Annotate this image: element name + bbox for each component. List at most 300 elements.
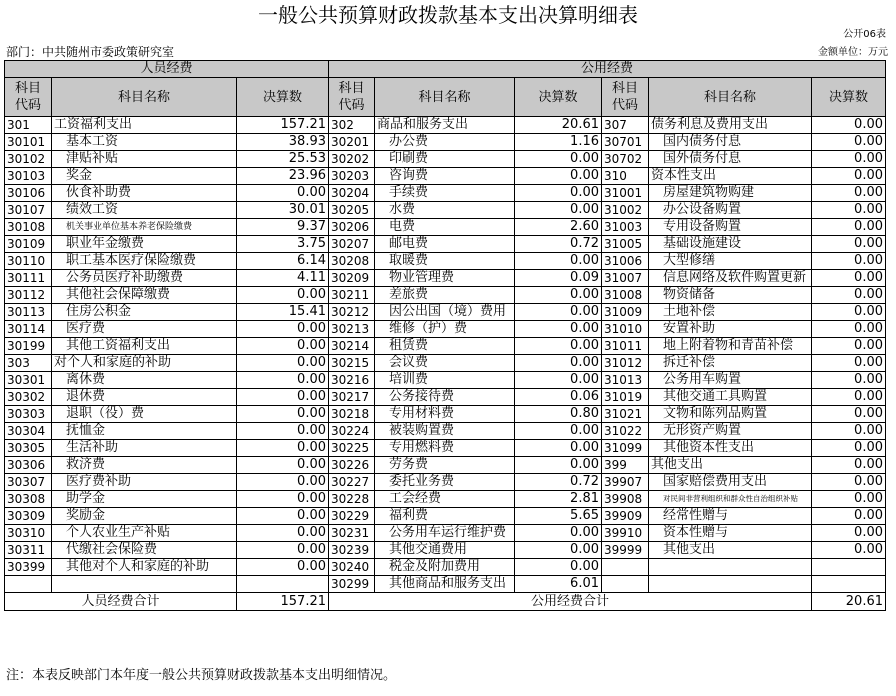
personnel-code xyxy=(5,576,52,593)
personnel-amount: 0.00 xyxy=(237,355,329,372)
personnel-code: 30311 xyxy=(5,542,52,559)
public-a-amount: 0.00 xyxy=(515,151,602,168)
public-b-amount: 0.00 xyxy=(812,270,886,287)
public-b-amount xyxy=(812,576,886,593)
public-b-amount xyxy=(812,559,886,576)
public-total-label: 公用经费合计 xyxy=(329,593,812,611)
public-b-code: 31001 xyxy=(602,185,649,202)
public-b-name: 资本性赠与 xyxy=(649,525,812,542)
public-a-code: 30218 xyxy=(329,406,375,423)
table-row xyxy=(5,253,886,270)
public-a-amount: 0.00 xyxy=(515,423,602,440)
personnel-name: 奖金 xyxy=(52,168,237,185)
table-row xyxy=(5,423,886,440)
expenditure-table xyxy=(4,60,886,611)
public-b-amount: 0.00 xyxy=(812,372,886,389)
personnel-amount: 0.00 xyxy=(237,338,329,355)
header-amount: 决算数 xyxy=(237,78,329,117)
public-b-name: 国外债务付息 xyxy=(649,151,812,168)
public-b-amount: 0.00 xyxy=(812,525,886,542)
public-b-amount: 0.00 xyxy=(812,457,886,474)
public-a-code: 30206 xyxy=(329,219,375,236)
table-row xyxy=(5,304,886,321)
personnel-amount: 0.00 xyxy=(237,491,329,508)
public-b-amount: 0.00 xyxy=(812,508,886,525)
public-b-amount: 0.00 xyxy=(812,219,886,236)
table-row xyxy=(5,321,886,338)
personnel-name xyxy=(52,576,237,593)
personnel-name: 救济费 xyxy=(52,457,237,474)
public-b-name: 无形资产购置 xyxy=(649,423,812,440)
public-a-amount: 6.01 xyxy=(515,576,602,593)
public-a-code: 30204 xyxy=(329,185,375,202)
public-b-code: 31021 xyxy=(602,406,649,423)
public-a-code: 30215 xyxy=(329,355,375,372)
public-b-code: 31012 xyxy=(602,355,649,372)
public-a-name: 邮电费 xyxy=(375,236,515,253)
public-b-code: 30702 xyxy=(602,151,649,168)
personnel-code: 30302 xyxy=(5,389,52,406)
public-a-code: 30211 xyxy=(329,287,375,304)
personnel-amount: 0.00 xyxy=(237,542,329,559)
personnel-name: 其他对个人和家庭的补助 xyxy=(52,559,237,576)
personnel-code: 30113 xyxy=(5,304,52,321)
public-b-code: 39910 xyxy=(602,525,649,542)
public-b-amount: 0.00 xyxy=(812,236,886,253)
public-a-amount: 1.16 xyxy=(515,134,602,151)
personnel-code: 30308 xyxy=(5,491,52,508)
public-b-amount: 0.00 xyxy=(812,134,886,151)
personnel-code: 30101 xyxy=(5,134,52,151)
public-a-amount: 0.00 xyxy=(515,542,602,559)
personnel-name: 津贴补贴 xyxy=(52,151,237,168)
table-row xyxy=(5,168,886,185)
table-row xyxy=(5,474,886,491)
personnel-code: 30114 xyxy=(5,321,52,338)
public-b-name: 其他资本性支出 xyxy=(649,440,812,457)
public-a-amount: 0.00 xyxy=(515,168,602,185)
public-b-name: 其他支出 xyxy=(649,457,812,474)
public-a-amount: 0.00 xyxy=(515,355,602,372)
public-b-code: 39909 xyxy=(602,508,649,525)
personnel-amount: 25.53 xyxy=(237,151,329,168)
unit-label: 金额单位：万元 xyxy=(818,47,888,58)
personnel-code: 30301 xyxy=(5,372,52,389)
personnel-amount: 3.75 xyxy=(237,236,329,253)
personnel-name: 职工基本医疗保险缴费 xyxy=(52,253,237,270)
header-name: 科目名称 xyxy=(649,78,812,117)
public-a-name: 差旅费 xyxy=(375,287,515,304)
personnel-amount: 0.00 xyxy=(237,474,329,491)
public-b-name: 基础设施建设 xyxy=(649,236,812,253)
public-a-name: 专用材料费 xyxy=(375,406,515,423)
public-a-code: 30201 xyxy=(329,134,375,151)
public-a-name: 被装购置费 xyxy=(375,423,515,440)
public-b-amount: 0.00 xyxy=(812,304,886,321)
header-name: 科目名称 xyxy=(52,78,237,117)
public-b-amount: 0.00 xyxy=(812,355,886,372)
public-a-amount: 20.61 xyxy=(515,117,602,134)
public-b-name: 国家赔偿费用支出 xyxy=(649,474,812,491)
public-b-name: 拆迁补偿 xyxy=(649,355,812,372)
personnel-name: 绩效工资 xyxy=(52,202,237,219)
public-a-amount: 0.00 xyxy=(515,457,602,474)
public-b-name: 公务用车购置 xyxy=(649,372,812,389)
public-b-amount: 0.00 xyxy=(812,117,886,134)
personnel-name: 代缴社会保险费 xyxy=(52,542,237,559)
personnel-code: 30199 xyxy=(5,338,52,355)
personnel-amount: 38.93 xyxy=(237,134,329,151)
personnel-amount: 9.37 xyxy=(237,219,329,236)
personnel-amount: 157.21 xyxy=(237,117,329,134)
table-row xyxy=(5,134,886,151)
header-code: 科目 代码 xyxy=(602,78,649,117)
public-a-name: 专用燃料费 xyxy=(375,440,515,457)
public-a-name: 维修（护）费 xyxy=(375,321,515,338)
personnel-name: 工资福利支出 xyxy=(52,117,237,134)
public-a-name: 手续费 xyxy=(375,185,515,202)
personnel-name: 退职（役）费 xyxy=(52,406,237,423)
public-b-name: 房屋建筑物购建 xyxy=(649,185,812,202)
public-a-name: 商品和服务支出 xyxy=(375,117,515,134)
table-row xyxy=(5,236,886,253)
public-a-amount: 0.00 xyxy=(515,287,602,304)
public-a-name: 物业管理费 xyxy=(375,270,515,287)
group-public: 公用经费 xyxy=(329,61,886,78)
public-b-amount: 0.00 xyxy=(812,168,886,185)
public-a-name: 租赁费 xyxy=(375,338,515,355)
table-row xyxy=(5,542,886,559)
personnel-name: 伙食补助费 xyxy=(52,185,237,202)
personnel-code: 30305 xyxy=(5,440,52,457)
public-a-name: 因公出国（境）费用 xyxy=(375,304,515,321)
public-b-code: 31003 xyxy=(602,219,649,236)
public-a-name: 培训费 xyxy=(375,372,515,389)
public-a-name: 委托业务费 xyxy=(375,474,515,491)
personnel-name: 基本工资 xyxy=(52,134,237,151)
table-row xyxy=(5,440,886,457)
public-b-name: 其他交通工具购置 xyxy=(649,389,812,406)
public-a-code: 30217 xyxy=(329,389,375,406)
table-row xyxy=(5,338,886,355)
public-b-name: 物资储备 xyxy=(649,287,812,304)
personnel-code: 301 xyxy=(5,117,52,134)
personnel-code: 303 xyxy=(5,355,52,372)
personnel-amount: 0.00 xyxy=(237,389,329,406)
personnel-amount: 0.00 xyxy=(237,321,329,338)
header-amount: 决算数 xyxy=(515,78,602,117)
public-b-amount: 0.00 xyxy=(812,474,886,491)
department-label: 部门：中共随州市委政策研究室 xyxy=(6,45,175,59)
personnel-amount: 0.00 xyxy=(237,508,329,525)
personnel-code: 30306 xyxy=(5,457,52,474)
public-a-code: 30226 xyxy=(329,457,375,474)
group-personnel: 人员经费 xyxy=(5,61,329,78)
personnel-amount: 0.00 xyxy=(237,525,329,542)
public-b-code: 39999 xyxy=(602,542,649,559)
public-a-code: 30224 xyxy=(329,423,375,440)
personnel-amount xyxy=(237,576,329,593)
public-b-amount: 0.00 xyxy=(812,542,886,559)
personnel-name: 抚恤金 xyxy=(52,423,237,440)
header-name: 科目名称 xyxy=(375,78,515,117)
public-b-code: 310 xyxy=(602,168,649,185)
public-b-code: 31013 xyxy=(602,372,649,389)
public-b-amount: 0.00 xyxy=(812,321,886,338)
public-a-name: 福利费 xyxy=(375,508,515,525)
public-b-name: 文物和陈列品购置 xyxy=(649,406,812,423)
table-row xyxy=(5,491,886,508)
public-b-name xyxy=(649,559,812,576)
public-b-amount: 0.00 xyxy=(812,338,886,355)
header-amount: 决算数 xyxy=(812,78,886,117)
public-a-amount: 0.00 xyxy=(515,372,602,389)
public-a-code: 30202 xyxy=(329,151,375,168)
public-a-name: 咨询费 xyxy=(375,168,515,185)
form-number: 公开06表 xyxy=(843,29,886,40)
public-b-code: 31099 xyxy=(602,440,649,457)
public-b-name: 专用设备购置 xyxy=(649,219,812,236)
public-b-code: 39908 xyxy=(602,491,649,508)
public-a-name: 工会经费 xyxy=(375,491,515,508)
public-a-amount: 0.00 xyxy=(515,304,602,321)
public-b-name: 地上附着物和青苗补偿 xyxy=(649,338,812,355)
table-row xyxy=(5,389,886,406)
public-b-name: 经常性赠与 xyxy=(649,508,812,525)
personnel-name: 职业年金缴费 xyxy=(52,236,237,253)
personnel-name: 其他社会保障缴费 xyxy=(52,287,237,304)
public-a-name: 取暖费 xyxy=(375,253,515,270)
personnel-code: 30111 xyxy=(5,270,52,287)
header-code: 科目 代码 xyxy=(5,78,52,117)
group-header-row xyxy=(5,61,886,78)
public-b-code: 31010 xyxy=(602,321,649,338)
table-row xyxy=(5,576,886,593)
public-a-amount: 0.09 xyxy=(515,270,602,287)
public-total-amount: 20.61 xyxy=(812,593,886,611)
public-b-code: 31008 xyxy=(602,287,649,304)
public-b-amount: 0.00 xyxy=(812,423,886,440)
public-a-name: 劳务费 xyxy=(375,457,515,474)
table-row xyxy=(5,117,886,134)
personnel-code: 30112 xyxy=(5,287,52,304)
public-a-code: 30225 xyxy=(329,440,375,457)
table-row xyxy=(5,406,886,423)
public-b-amount: 0.00 xyxy=(812,389,886,406)
header-code: 科目 代码 xyxy=(329,78,375,117)
public-a-name: 税金及附加费用 xyxy=(375,559,515,576)
personnel-name: 助学金 xyxy=(52,491,237,508)
public-a-code: 30227 xyxy=(329,474,375,491)
public-b-name: 信息网络及软件购置更新 xyxy=(649,270,812,287)
public-a-amount: 0.00 xyxy=(515,202,602,219)
personnel-amount: 30.01 xyxy=(237,202,329,219)
public-b-code xyxy=(602,576,649,593)
personnel-name: 奖励金 xyxy=(52,508,237,525)
public-a-amount: 0.00 xyxy=(515,525,602,542)
public-b-amount: 0.00 xyxy=(812,185,886,202)
personnel-code: 30103 xyxy=(5,168,52,185)
public-a-code: 30231 xyxy=(329,525,375,542)
report-title: 一般公共预算财政拨款基本支出决算明细表 xyxy=(258,3,638,27)
public-a-code: 30240 xyxy=(329,559,375,576)
public-b-name: 安置补助 xyxy=(649,321,812,338)
public-a-code: 30239 xyxy=(329,542,375,559)
table-row xyxy=(5,270,886,287)
public-a-name: 办公费 xyxy=(375,134,515,151)
personnel-code: 30109 xyxy=(5,236,52,253)
personnel-code: 30110 xyxy=(5,253,52,270)
public-a-code: 30216 xyxy=(329,372,375,389)
personnel-code: 30108 xyxy=(5,219,52,236)
personnel-name: 生活补助 xyxy=(52,440,237,457)
public-a-amount: 0.06 xyxy=(515,389,602,406)
personnel-total-label: 人员经费合计 xyxy=(5,593,237,611)
public-b-code: 39907 xyxy=(602,474,649,491)
public-b-code: 307 xyxy=(602,117,649,134)
public-b-code: 31007 xyxy=(602,270,649,287)
public-b-name: 大型修缮 xyxy=(649,253,812,270)
personnel-total-amount: 157.21 xyxy=(237,593,329,611)
personnel-name: 医疗费补助 xyxy=(52,474,237,491)
public-b-code: 31005 xyxy=(602,236,649,253)
table-row xyxy=(5,355,886,372)
public-b-amount: 0.00 xyxy=(812,440,886,457)
public-a-code: 30205 xyxy=(329,202,375,219)
personnel-name: 其他工资福利支出 xyxy=(52,338,237,355)
personnel-name: 公务员医疗补助缴费 xyxy=(52,270,237,287)
public-b-code: 31011 xyxy=(602,338,649,355)
personnel-amount: 0.00 xyxy=(237,287,329,304)
personnel-name: 对个人和家庭的补助 xyxy=(52,355,237,372)
personnel-amount: 0.00 xyxy=(237,423,329,440)
table-row xyxy=(5,287,886,304)
public-b-name: 对民间非营利组织和群众性自治组织补贴 xyxy=(649,491,812,508)
table-row xyxy=(5,559,886,576)
totals-row xyxy=(5,593,886,611)
public-a-name: 其他商品和服务支出 xyxy=(375,576,515,593)
table-row xyxy=(5,219,886,236)
public-a-amount: 0.00 xyxy=(515,253,602,270)
personnel-amount: 15.41 xyxy=(237,304,329,321)
personnel-name: 退休费 xyxy=(52,389,237,406)
public-a-code: 30213 xyxy=(329,321,375,338)
table-row xyxy=(5,185,886,202)
public-b-amount: 0.00 xyxy=(812,406,886,423)
public-b-amount: 0.00 xyxy=(812,491,886,508)
public-a-name: 水费 xyxy=(375,202,515,219)
public-a-code: 30207 xyxy=(329,236,375,253)
personnel-code: 30307 xyxy=(5,474,52,491)
public-a-amount: 5.65 xyxy=(515,508,602,525)
personnel-code: 30399 xyxy=(5,559,52,576)
public-a-amount: 0.00 xyxy=(515,559,602,576)
public-a-amount: 0.00 xyxy=(515,440,602,457)
column-header-row xyxy=(5,78,886,117)
personnel-amount: 0.00 xyxy=(237,559,329,576)
public-a-name: 公务接待费 xyxy=(375,389,515,406)
personnel-amount: 23.96 xyxy=(237,168,329,185)
personnel-code: 30102 xyxy=(5,151,52,168)
table-row xyxy=(5,508,886,525)
public-b-code xyxy=(602,559,649,576)
table-row xyxy=(5,525,886,542)
public-a-amount: 2.81 xyxy=(515,491,602,508)
public-a-amount: 0.72 xyxy=(515,474,602,491)
public-b-amount: 0.00 xyxy=(812,287,886,304)
public-b-amount: 0.00 xyxy=(812,253,886,270)
public-b-code: 30701 xyxy=(602,134,649,151)
personnel-amount: 0.00 xyxy=(237,185,329,202)
public-a-code: 30209 xyxy=(329,270,375,287)
personnel-code: 30303 xyxy=(5,406,52,423)
personnel-name: 机关事业单位基本养老保险缴费 xyxy=(52,219,237,236)
table-row xyxy=(5,372,886,389)
table-row xyxy=(5,457,886,474)
public-a-name: 印刷费 xyxy=(375,151,515,168)
public-b-name: 资本性支出 xyxy=(649,168,812,185)
public-a-name: 会议费 xyxy=(375,355,515,372)
public-a-amount: 0.00 xyxy=(515,185,602,202)
public-a-amount: 2.60 xyxy=(515,219,602,236)
personnel-name: 医疗费 xyxy=(52,321,237,338)
public-a-name: 公务用车运行维护费 xyxy=(375,525,515,542)
personnel-code: 30310 xyxy=(5,525,52,542)
public-a-code: 302 xyxy=(329,117,375,134)
public-b-code: 31002 xyxy=(602,202,649,219)
personnel-name: 住房公积金 xyxy=(52,304,237,321)
public-b-amount: 0.00 xyxy=(812,202,886,219)
public-a-code: 30208 xyxy=(329,253,375,270)
public-b-code: 31019 xyxy=(602,389,649,406)
footnote: 注：本表反映部门本年度一般公共预算财政拨款基本支出明细情况。 xyxy=(6,668,397,683)
public-a-code: 30299 xyxy=(329,576,375,593)
personnel-name: 离休费 xyxy=(52,372,237,389)
public-a-amount: 0.00 xyxy=(515,321,602,338)
public-a-code: 30203 xyxy=(329,168,375,185)
table-row xyxy=(5,151,886,168)
public-b-name: 其他支出 xyxy=(649,542,812,559)
public-a-code: 30214 xyxy=(329,338,375,355)
public-a-name: 电费 xyxy=(375,219,515,236)
public-a-code: 30228 xyxy=(329,491,375,508)
personnel-amount: 0.00 xyxy=(237,372,329,389)
public-a-code: 30229 xyxy=(329,508,375,525)
public-b-name: 国内债务付息 xyxy=(649,134,812,151)
personnel-code: 30107 xyxy=(5,202,52,219)
public-b-code: 31022 xyxy=(602,423,649,440)
public-b-amount: 0.00 xyxy=(812,151,886,168)
public-b-code: 399 xyxy=(602,457,649,474)
public-a-amount: 0.80 xyxy=(515,406,602,423)
public-b-code: 31006 xyxy=(602,253,649,270)
personnel-code: 30304 xyxy=(5,423,52,440)
public-b-name: 土地补偿 xyxy=(649,304,812,321)
personnel-amount: 6.14 xyxy=(237,253,329,270)
personnel-code: 30309 xyxy=(5,508,52,525)
public-a-code: 30212 xyxy=(329,304,375,321)
personnel-amount: 0.00 xyxy=(237,457,329,474)
personnel-code: 30106 xyxy=(5,185,52,202)
public-b-name: 办公设备购置 xyxy=(649,202,812,219)
public-b-name: 债务利息及费用支出 xyxy=(649,117,812,134)
personnel-amount: 0.00 xyxy=(237,440,329,457)
public-a-name: 其他交通费用 xyxy=(375,542,515,559)
public-b-name xyxy=(649,576,812,593)
personnel-amount: 4.11 xyxy=(237,270,329,287)
public-b-code: 31009 xyxy=(602,304,649,321)
personnel-name: 个人农业生产补贴 xyxy=(52,525,237,542)
